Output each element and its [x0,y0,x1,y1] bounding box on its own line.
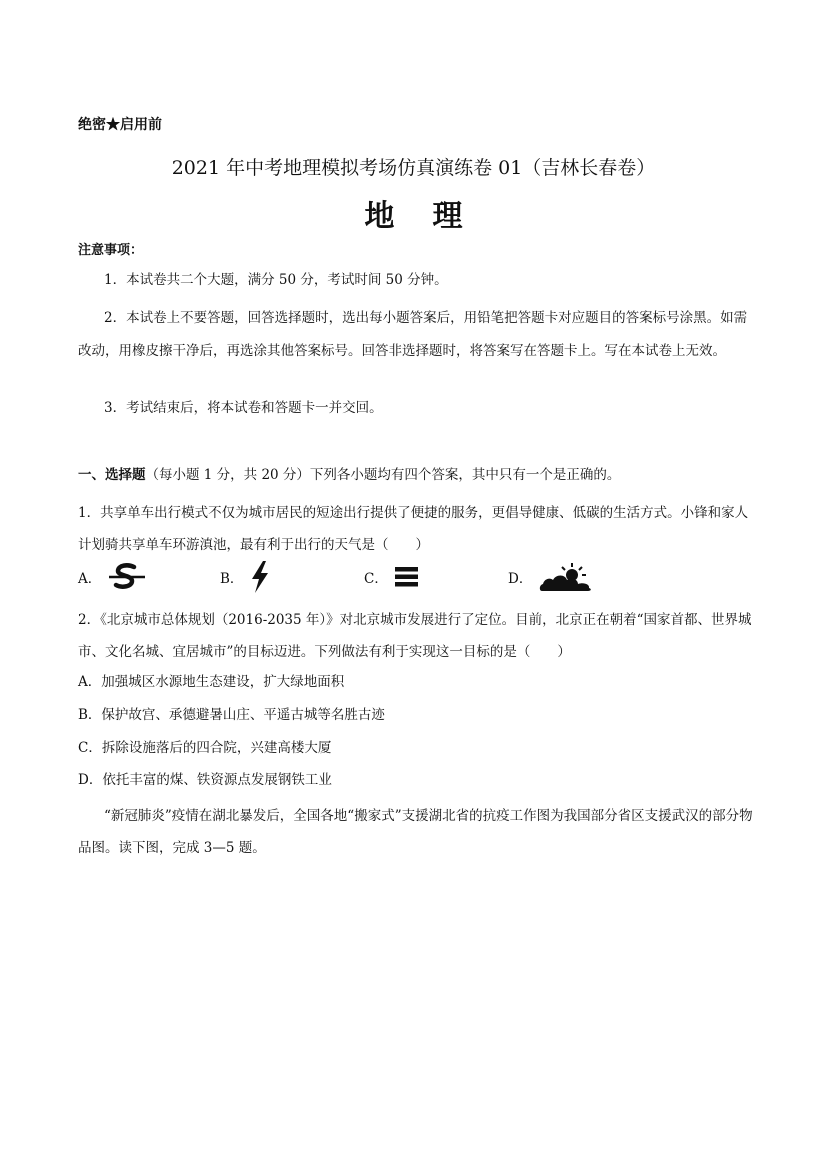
question-2-option-d[interactable]: D．依托丰富的煤、铁资源点发展钢铁工业 [78,772,332,788]
exam-title: 2021 年中考地理模拟考场仿真演练卷 01（吉林长春卷） [171,157,656,179]
option-d[interactable] [508,560,594,594]
notice-item-3: 3．考试结束后，将本试卷和答题卡一并交回。 [104,400,383,416]
section-1-title: 一、选择题 [78,467,146,483]
question-1-stem: 1．共享单车出行模式不仅为城市居民的短途出行提供了便捷的服务，更倡导健康、低碳的生活方式。小锋和家人计划骑共享单车环游滇池，最有利于出行的天气是（ ） [78,505,749,553]
section-1-heading [78,465,620,485]
notice-item-2: 2．本试卷上不要答题，回答选择题时，选出每小题答案后，用铅笔把答题卡对应题目的答案标号涂黑。如需改动，用橡皮擦干净后，再选涂其他答案标号。回答非选择题时，将答案写在答题卡上。写在本试卷上无效。 [78,310,748,359]
option-c[interactable] [364,560,420,594]
section-1-note: （每小题 1 分，共 20 分）下列各小题均有四个答案，其中只有一个是正确的。 [145,467,621,483]
option-a-label: A． [78,571,102,587]
option-c-label: C． [364,571,388,587]
question-2-option-c[interactable]: C．拆除设施落后的四合院，兴建高楼大厦 [78,740,332,756]
option-b-label: B． [220,571,244,587]
partly-cloudy-icon [538,560,594,594]
question-2-option-a[interactable]: A．加强城区水源地生态建设，扩大绿地面积 [78,674,345,690]
notice-item-1: 1．本试卷共二个大题，满分 50 分，考试时间 50 分钟。 [104,272,448,288]
option-b[interactable] [220,560,271,594]
notice-heading: 注意事项： [78,243,144,258]
lightning-icon [249,560,271,594]
option-a[interactable] [78,560,147,594]
question-2-stem: 2．《北京城市总体规划（2016-2035 年）》对北京城市发展进行了定位。目前，北京正在朝着“国家首都、世界城市、文化名城、宜居城市”的目标迈进。下列做法有利于实现这一目标的是（ ） [78,612,752,660]
fog-icon [394,565,420,589]
sandstorm-icon [107,562,147,592]
question-1-options [78,560,638,594]
option-d-label: D． [508,571,533,587]
subject-title: 地理 [364,199,501,234]
question-2-option-b[interactable]: B．保护故宫、承德避暑山庄、平遥古城等名胜古迹 [78,707,385,723]
material-paragraph: “新冠肺炎”疫情在湖北暴发后，全国各地“搬家式”支援湖北省的抗疫工作图为我国部分省区支援武汉的部分物品图。读下图，完成 3—5 题。 [78,808,753,856]
secret-label: 绝密★启用前 [78,117,162,133]
